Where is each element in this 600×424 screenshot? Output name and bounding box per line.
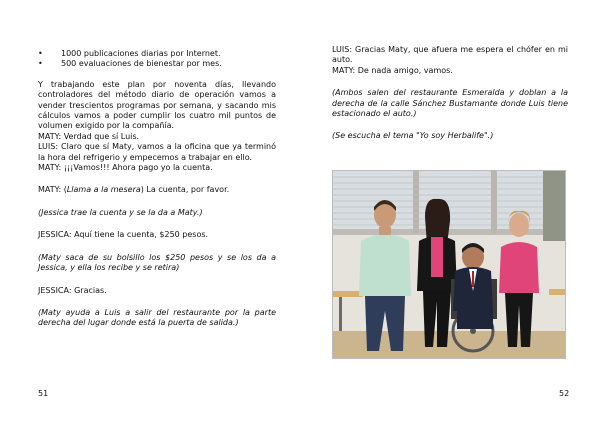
- bullet-text: 1000 publicaciones diarias por Internet.: [61, 49, 221, 58]
- dialogue-line: LUIS: Claro que sí Maty, vamos a la oficina que ya terminó la hora del refrigerio y empecemos a trabajar en ello.: [38, 142, 276, 162]
- dialogue-line: JESSICA: Aquí tiene la cuenta, $250 pesos.: [38, 230, 209, 240]
- right-page: [300, 0, 600, 424]
- dialogue-line: MATY: (Llama a la mesera) La cuenta, por favor.: [38, 185, 230, 195]
- bullet-item: • 1000 publicaciones diarias por Internet.: [38, 49, 221, 58]
- dialogue-line: MATY: ¡¡¡Vamos!!! Ahora pago yo la cuenta.: [38, 163, 213, 173]
- left-page-text: [38, 49, 276, 329]
- dialogue-line: JESSICA: Gracias.: [38, 285, 107, 295]
- bullet-item: • 500 evaluaciones de bienestar por mes.: [38, 59, 222, 69]
- group-photo: [332, 170, 566, 359]
- stage-direction: (Se escucha el tema "Yo soy Herbalife".): [332, 131, 494, 141]
- stage-direction: (Maty saca de su bolsillo los $250 pesos y se los da a Jessica, y ella los recibe y se retira): [38, 252, 276, 273]
- dialogue-line: MATY: Verdad que sí Luis.: [38, 131, 140, 141]
- dialogue-line: LUIS: Gracias Maty, que afuera me espera el chófer en mi auto.: [332, 45, 568, 65]
- page-number: 52: [559, 389, 570, 398]
- right-page-text: [332, 45, 568, 142]
- bullet-text: 500 evaluaciones de bienestar por mes.: [61, 59, 222, 69]
- page-number: 51: [38, 389, 49, 398]
- group-photo-illustration: [333, 171, 565, 358]
- stage-direction: (Ambos salen del restaurante Esmeralda y doblan a la derecha de la calle Sánchez Bustamante donde Luis tiene estacionado el auto.): [332, 88, 568, 119]
- stage-direction: (Maty ayuda a Luis a salir del restaurante por la parte derecha del lugar donde está la puerta de salida.): [38, 307, 276, 328]
- dialogue-line: MATY: De nada amigo, vamos.: [332, 65, 453, 75]
- stage-direction: (Jessica trae la cuenta y se la da a Maty.): [38, 207, 203, 217]
- paragraph: Y trabajando este plan por noventa días, llevando controladores del método diario de operación vamos a vender trescientos programas por semana, y sacando mis cálculos vamos a poder cumplir los cuatro mil puntos de volumen exigido por la compañía.: [38, 79, 276, 131]
